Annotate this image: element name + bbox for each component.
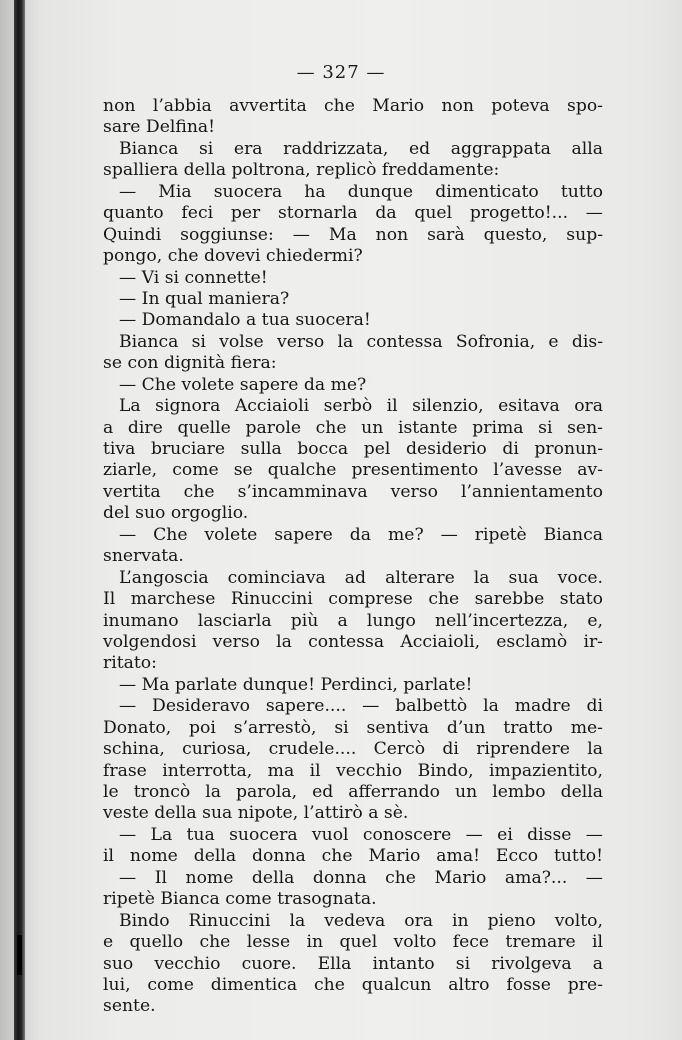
- text-line: — Ma parlate dunque! Perdinci, parlate!: [119, 674, 473, 695]
- text-line: tiva bruciare sulla bocca pel desiderio di pronun-: [103, 439, 603, 459]
- text-line: La signora Acciaioli serbò il silenzio, esitava ora: [119, 396, 603, 417]
- page-number: — 327 —: [296, 62, 386, 83]
- text-line: — In qual maniera?: [119, 288, 290, 309]
- text-line: L’angoscia cominciava ad alterare la sua voce.: [119, 567, 603, 588]
- text-line: frase interrotta, ma il vecchio Bindo, impazientito,: [103, 760, 603, 781]
- text-line: suo vecchio cuore. Ella intanto si rivolgeva a: [103, 953, 603, 974]
- text-line: vertita che s’incamminava verso l’annientamento: [103, 481, 603, 502]
- text-line: ripetè Bianca come trasognata.: [103, 889, 377, 910]
- body-text: [103, 96, 603, 1018]
- text-line: ritato:: [103, 653, 157, 674]
- text-line: — Mia suocera ha dunque dimenticato tutto: [119, 181, 603, 202]
- text-line: Bianca si era raddrizzata, ed aggrappata alla: [119, 138, 603, 159]
- text-line: lui, come dimentica che qualcun altro fosse pre-: [103, 974, 603, 995]
- text-line: inumano lasciarla più a lungo nell’incertezza, e,: [103, 610, 603, 631]
- text-line: sente.: [103, 996, 156, 1017]
- text-line: Il marchese Rinuccini comprese che sarebbe stato: [103, 589, 603, 610]
- text-line: volgendosi verso la contessa Acciaioli, esclamò ir-: [103, 631, 603, 652]
- text-line: Bianca si volse verso la contessa Sofronia, e dis-: [119, 331, 603, 352]
- text-line: e quello che lesse in quel volto fece tremare il: [103, 932, 603, 953]
- binding-edge: [14, 0, 25, 1040]
- text-line: schina, curiosa, crudele.... Cercò di riprendere la: [103, 739, 603, 760]
- text-line: non l’abbia avvertita che Mario non poteva spo-: [103, 96, 603, 116]
- text-line: se con dignità fiera:: [103, 353, 277, 374]
- text-line: — Il nome della donna che Mario ama?... —: [119, 867, 603, 888]
- text-line: sare Delfina!: [103, 117, 216, 138]
- text-line: spalliera della poltrona, replicò freddamente:: [103, 160, 500, 181]
- text-line: — Domandalo a tua suocera!: [119, 310, 371, 331]
- text-line: le troncò la parola, ed afferrando un lembo della: [103, 782, 603, 802]
- text-line: Quindi soggiunse: — Ma non sarà questo, sup-: [103, 224, 603, 245]
- text-line: Bindo Rinuccini la vedeva ora in pieno volto,: [119, 910, 603, 931]
- text-line: — Che volete sapere da me? — ripetè Bianca: [119, 524, 603, 545]
- text-line: del suo orgoglio.: [103, 503, 249, 524]
- text-line: quanto feci per stornarla da quel progetto!... —: [103, 203, 603, 224]
- text-line: ziarle, come se qualche presentimento l’avesse av-: [103, 460, 603, 481]
- text-line: — Vi si connette!: [119, 267, 268, 288]
- text-line: snervata.: [103, 546, 184, 567]
- text-line: — Desideravo sapere.... — balbettò la madre di: [119, 696, 603, 717]
- text-line: il nome della donna che Mario ama! Ecco tutto!: [103, 846, 603, 867]
- text-line: veste della sua nipote, l’attirò a sè.: [103, 803, 409, 824]
- text-line: — La tua suocera vuol conoscere — ei disse —: [119, 824, 603, 845]
- text-line: a dire quelle parole che un istante prima si sen-: [103, 417, 603, 438]
- binding-mark: [17, 935, 22, 975]
- text-line: pongo, che dovevi chiedermi?: [103, 246, 363, 267]
- text-line: — Che volete sapere da me?: [119, 374, 367, 395]
- text-line: Donato, poi s’arrestò, si sentiva d’un tratto me-: [103, 717, 603, 738]
